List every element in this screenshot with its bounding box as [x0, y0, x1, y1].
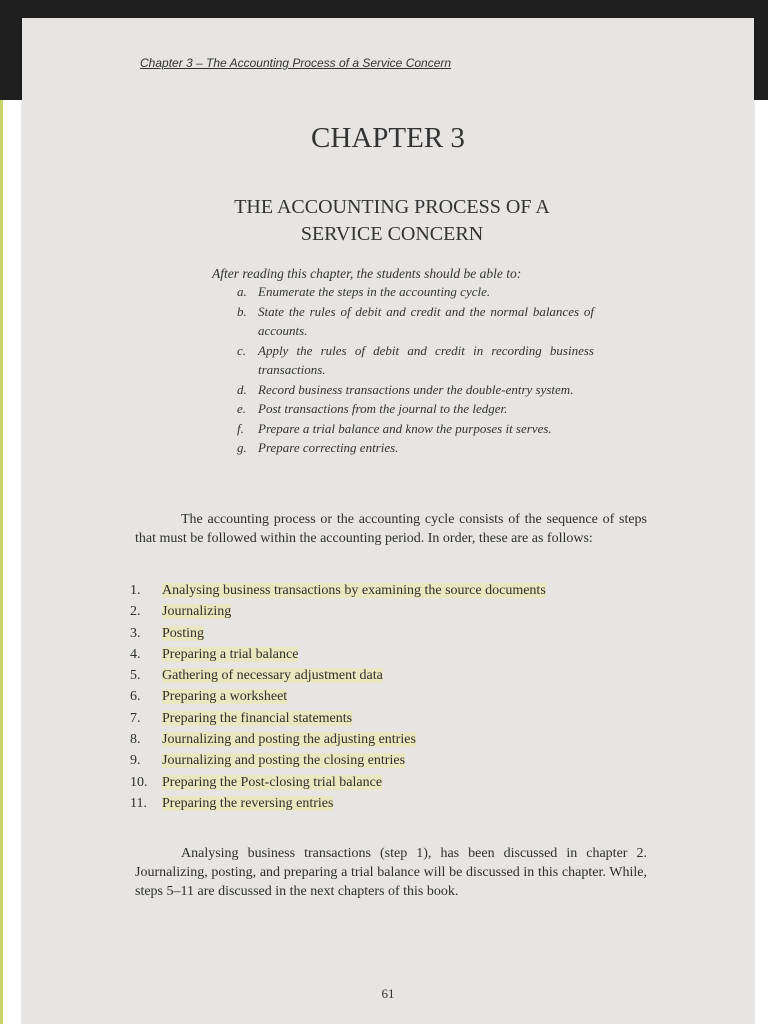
intro-paragraph: The accounting process or the accounting cycle consists of the sequence of steps that must be followed within the accounting period. In order, these are as follows:: [135, 512, 647, 546]
running-head: Chapter 3 – The Accounting Process of a Service Concern: [140, 56, 452, 70]
step-item: [130, 729, 546, 750]
closing-paragraph: Analysing business transactions (step 1), has been discussed in chapter 2. Journalizing, posting, and preparing a trial balance will be discussed in this chapter. While, steps 5–11 are discussed in the next chapters of this book.: [135, 846, 647, 899]
step-number: 7.: [130, 710, 141, 726]
objective-text: Record business transactions under the double-entry system.: [258, 381, 574, 397]
step-item: [130, 601, 546, 622]
objective-letter: d.: [237, 381, 247, 397]
objective-letter: a.: [237, 284, 247, 299]
step-number: 4.: [130, 646, 141, 662]
objectives-intro: After reading this chapter, the students should be able to:: [212, 266, 522, 281]
step-item: [130, 772, 546, 793]
step-number: 2.: [130, 604, 141, 620]
step-item: [130, 750, 546, 771]
chapter-subtitle: THE ACCOUNTING PROCESS OF A SERVICE CONCERN: [234, 196, 550, 245]
step-number: 10.: [130, 774, 148, 790]
step-item: [130, 644, 546, 665]
step-text: Preparing a trial balance: [162, 646, 299, 662]
step-number: 9.: [130, 753, 141, 769]
step-item: [130, 623, 546, 644]
objective-text: Enumerate the steps in the accounting cycle.: [258, 284, 491, 299]
step-text: Preparing the reversing entries: [162, 795, 334, 811]
step-number: 11.: [130, 795, 147, 811]
objective-item: [222, 302, 594, 341]
objectives-list: [222, 282, 594, 458]
scan-background-left: [0, 100, 22, 1024]
objective-item: [222, 282, 594, 302]
step-number: 6.: [130, 689, 141, 705]
step-text: Preparing a worksheet: [162, 689, 288, 705]
objective-text: State the rules of debit and credit and the normal balances of accounts.: [258, 303, 594, 338]
objective-text: Prepare a trial balance and know the purposes it serves.: [258, 420, 552, 436]
step-item: [130, 665, 546, 686]
step-number: 3.: [130, 625, 141, 641]
step-text: Posting: [162, 625, 205, 641]
objective-item: [222, 380, 594, 400]
step-text: Gathering of necessary adjustment data: [162, 668, 383, 684]
objective-letter: b.: [237, 303, 247, 319]
step-item: [130, 708, 546, 729]
objective-item: [222, 419, 594, 439]
objective-item: [222, 399, 594, 419]
step-text: Journalizing and posting the closing entries: [162, 753, 406, 769]
step-item: [130, 686, 546, 707]
page-number: 61: [381, 986, 395, 1001]
document-page: [22, 18, 754, 1024]
step-text: Journalizing and posting the adjusting entries: [162, 732, 416, 748]
step-number: 8.: [130, 732, 141, 748]
scan-background-right: [754, 100, 768, 1024]
accounting-cycle-steps: [130, 580, 546, 814]
objective-text: Post transactions from the journal to the ledger.: [258, 401, 508, 416]
step-text: Journalizing: [162, 604, 232, 620]
step-number: 5.: [130, 668, 141, 684]
objective-item: [222, 341, 594, 380]
step-text: Preparing the Post-closing trial balance: [162, 774, 383, 790]
step-item: [130, 580, 546, 601]
objective-text: Prepare correcting entries.: [258, 440, 399, 455]
step-text: Preparing the financial statements: [162, 710, 353, 726]
objective-letter: e.: [237, 401, 247, 416]
objective-letter: c.: [237, 342, 247, 358]
step-item: [130, 793, 546, 814]
objective-item: [222, 438, 594, 458]
step-number: 1.: [130, 583, 141, 598]
step-text: Analysing business transactions by examining the source documents: [162, 583, 546, 598]
objective-letter: g.: [237, 440, 247, 455]
objective-letter: f.: [237, 420, 244, 436]
objective-text: Apply the rules of debit and credit in recording business transactions.: [258, 342, 594, 377]
chapter-title: CHAPTER 3: [311, 122, 465, 154]
